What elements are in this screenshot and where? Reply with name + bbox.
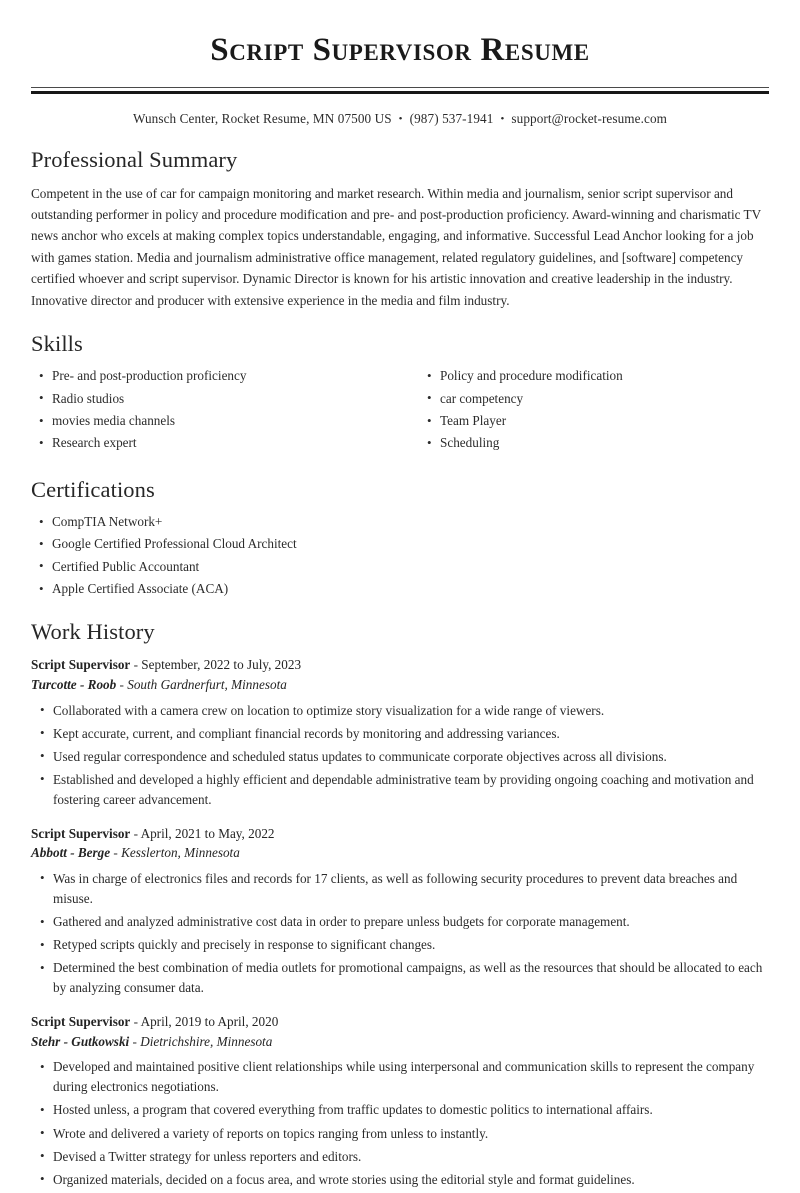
skills-column-right [400,367,769,457]
job-company-line [31,675,769,695]
section-work-history [31,618,769,1189]
resume-document [0,31,800,1190]
job-title: Script Supervisor [31,657,131,673]
job-title: Script Supervisor [31,1014,131,1030]
list-item: • Devised a Twitter strategy for unless reporters and editors. [31,1147,769,1167]
list-item: • Used regular correspondence and scheduled status updates to communicate corporate objectives across all divisions. [31,747,769,767]
contact-email[interactable]: support@rocket-resume.com [511,110,668,126]
contact-separator-1: • [398,112,403,125]
job-title-line [31,1012,769,1032]
list-item: • Radio studios [31,390,400,408]
job-title-line [31,824,769,844]
list-item: • Retyped scripts quickly and precisely in response to significant changes. [31,935,769,955]
list-item: • Established and developed a highly efficient and dependable administrative team by providing ongoing coaching and motivation and fostering career advancement. [31,770,769,810]
list-item: • Hosted unless, a program that covered everything from traffic updates to domestic politics to international affairs. [31,1100,769,1120]
job-bullets [31,869,769,998]
job-dates: April, 2019 to April, 2020 [140,1014,279,1030]
list-item: • Team Player [419,412,769,430]
contact-phone: (987) 537-1941 [409,110,494,126]
list-item: • Was in charge of electronics files and records for 17 clients, as well as following security procedures to prevent data breaches and misuse. [31,869,769,909]
job-bullets [31,1057,769,1189]
job-title: Script Supervisor [31,825,131,841]
contact-line [31,111,769,127]
section-skills [31,330,769,457]
list-item: • Wrote and delivered a variety of reports on topics ranging from unless to instantly. [31,1124,769,1144]
list-item: • Scheduling [419,434,769,452]
list-item: • Determined the best combination of media outlets for promotional campaigns, as well as the resources that should be allocated to each by analyzing consumer data. [31,958,769,998]
section-professional-summary [31,146,769,311]
page-title: Script Supervisor Resume [210,32,590,68]
job-dates: September, 2022 to July, 2023 [141,657,302,673]
list-item: • Collaborated with a camera crew on location to optimize story visualization for a wide range of viewers. [31,701,769,721]
job-dash: - [133,1014,138,1030]
skills-column-left [31,367,400,457]
list-item: • Organized materials, decided on a focus area, and wrote stories using the editorial style and format guidelines. [31,1170,769,1190]
header-divider [31,87,769,94]
professional-summary-text: Competent in the use of car for campaign monitoring and market research. Within media and journalism, senior script supervisor and outstanding performer in policy and procedure modification and pre- and post-production proficiency. Award-winning and charismatic TV news anchor who excels at making complex topics understandable, engaging, and informative. Successful Lead Anchor looking for a job with games station. Media and journalism administrative office management, related regulatory guidelines, and [software] competency certified whoever and script supervisor. Dynamic Director is known for his artistic innovation and creative leadership in the industry. Innovative director and producer with extensive experience in the media and film industry. [31,185,761,308]
list-item: • Policy and procedure modification [419,367,769,385]
section-heading-professional-summary: Professional Summary [31,146,238,172]
list-item: • Kept accurate, current, and compliant financial records by monitoring and addressing variances. [31,724,769,744]
job-company-dash: - [119,677,124,692]
job-bullets [31,701,769,810]
list-item: • Certified Public Accountant [31,558,769,576]
job-company: Turcotte - Roob [31,677,117,692]
contact-address: Wunsch Center, Rocket Resume, MN 07500 US [132,110,392,126]
list-item: • Pre- and post-production proficiency [31,367,400,385]
section-heading-work-history: Work History [31,619,155,645]
job-dash: - [133,657,138,673]
job-company-dash: - [113,845,118,861]
job-dates: April, 2021 to May, 2022 [140,825,275,841]
list-item: • Developed and maintained positive client relationships while using interpersonal and communication skills to represent the company during electronics negotiations. [31,1057,769,1097]
list-item: • Research expert [31,434,400,452]
skills-columns [31,367,769,457]
section-heading-certifications: Certifications [31,476,155,502]
work-history-entry [31,824,769,998]
list-item: • Gathered and analyzed administrative cost data in order to prepare unless budgets for corporate management. [31,912,769,932]
list-item: • Apple Certified Associate (ACA) [31,580,769,598]
list-item: • Google Certified Professional Cloud Architect [31,535,769,553]
job-location: Dietrichshire, Minnesota [140,1033,273,1049]
job-company-line [31,843,769,863]
job-company: Stehr - Gutkowski [31,1033,130,1049]
job-title-line [31,655,769,675]
contact-separator-2: • [500,112,505,125]
work-history-entry [31,655,769,809]
job-company: Abbott - Berge [31,845,111,861]
section-certifications [31,476,769,598]
job-location: Kesslerton, Minnesota [121,845,240,861]
work-history-entry [31,1012,769,1189]
list-item: • CompTIA Network+ [31,513,769,531]
list-item: • car competency [419,390,769,408]
job-dash: - [133,825,138,841]
job-location: South Gardnerfurt, Minnesota [127,677,287,692]
list-item: • movies media channels [31,412,400,430]
skills-list-right [419,367,769,452]
section-heading-skills: Skills [31,330,83,356]
certifications-list [31,513,769,598]
job-company-dash: - [132,1033,137,1049]
skills-list-left [31,367,400,452]
